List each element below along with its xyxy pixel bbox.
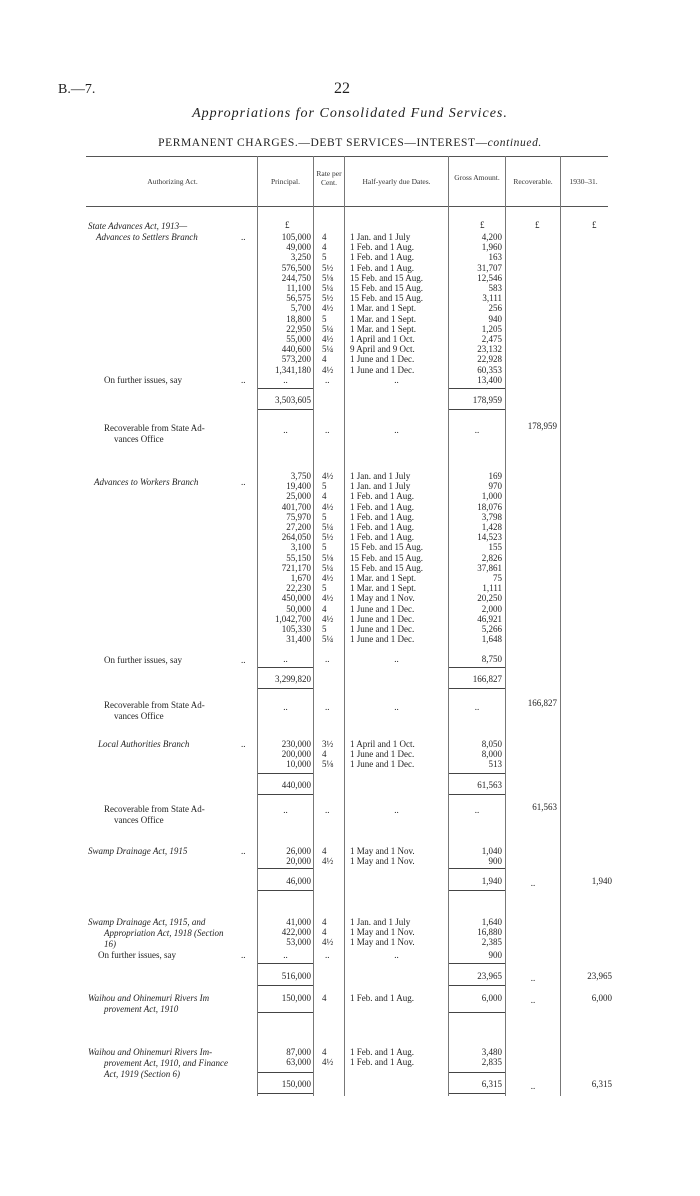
sum-rule bbox=[449, 890, 505, 891]
header-dates: Half-yearly due Dates. bbox=[362, 177, 431, 186]
due-dates: 15 Feb. and 15 Aug. bbox=[350, 272, 423, 283]
gross-value: 1,205 bbox=[481, 323, 502, 334]
due-dates: 1 May and 1 Nov. bbox=[350, 927, 415, 938]
sum-rule bbox=[449, 1012, 505, 1013]
rate-value: 4½ bbox=[322, 334, 334, 344]
principal-value: 22,950 bbox=[286, 323, 311, 334]
act-waihou-finance: provement Act, 1910, and Finance bbox=[104, 1058, 228, 1068]
due-dates: 1 Feb. and 1 Aug. bbox=[350, 491, 414, 502]
section-subtitle: PERMANENT CHARGES.—DEBT SERVICES—INTEREST—continued. bbox=[158, 137, 542, 149]
total-gross: 61,563 bbox=[477, 780, 502, 790]
filler-dots: .. bbox=[325, 950, 330, 960]
leader-dots: .. bbox=[241, 477, 246, 487]
further-issues-label: On further issues, say bbox=[104, 375, 182, 385]
gross-value: 970 bbox=[488, 481, 502, 492]
filler-dots: .. bbox=[283, 702, 288, 712]
due-dates: 1 April and 1 Oct. bbox=[350, 334, 415, 344]
due-dates: 1 Jan. and 1 July bbox=[350, 481, 411, 492]
act-waihou-finance: Waihou and Ohinemuri Rivers Im- bbox=[88, 1047, 213, 1057]
total-principal: 46,000 bbox=[286, 876, 311, 886]
total-principal: 3,299,820 bbox=[275, 674, 311, 684]
principal-value: 18,800 bbox=[286, 313, 311, 324]
filler-dots: .. bbox=[394, 654, 399, 664]
gross-value: 2,000 bbox=[481, 603, 502, 614]
rate-value: 4 bbox=[322, 1047, 327, 1057]
gross-value: 155 bbox=[488, 542, 502, 553]
sum-rule bbox=[449, 1072, 505, 1073]
sum-rule bbox=[449, 667, 505, 668]
leader-dots: .. bbox=[241, 655, 246, 665]
due-dates: 1 June and 1 Dec. bbox=[350, 603, 415, 614]
rate-value: 5⅛ bbox=[322, 552, 334, 563]
total-gross: 6,315 bbox=[481, 1079, 502, 1089]
sum-rule bbox=[258, 409, 313, 410]
gross-value: 22,928 bbox=[477, 354, 502, 365]
due-dates: 15 Feb. and 15 Aug. bbox=[350, 542, 423, 553]
sum-rule bbox=[258, 667, 313, 668]
gross-value: 16,880 bbox=[477, 927, 502, 938]
gross-value: 3,480 bbox=[481, 1047, 502, 1057]
principal-value: 422,000 bbox=[281, 927, 311, 938]
due-dates: 15 Feb. and 15 Aug. bbox=[350, 552, 423, 563]
due-dates: 1 Jan. and 1 July bbox=[350, 917, 411, 927]
act-waihou: Waihou and Ohinemuri Rivers Im bbox=[88, 993, 210, 1003]
sum-rule bbox=[449, 409, 505, 410]
leader-dots: .. bbox=[241, 739, 246, 749]
filler-dots: .. bbox=[283, 375, 288, 385]
gross-value: 1,640 bbox=[481, 917, 502, 927]
header-gross: Gross Amount. bbox=[454, 173, 500, 182]
sum-rule bbox=[258, 1072, 313, 1073]
filler-dots: .. bbox=[530, 995, 536, 1005]
sum-rule bbox=[258, 388, 313, 389]
rate-value: 4½ bbox=[322, 303, 334, 314]
principal-value: 1,341,180 bbox=[275, 364, 311, 375]
due-dates: 1 May and 1 Nov. bbox=[350, 593, 415, 604]
rate-value: 4 bbox=[322, 603, 327, 614]
principal-value: 11,100 bbox=[286, 283, 311, 293]
due-dates: 1 Mar. and 1 Sept. bbox=[350, 303, 416, 314]
gross-value: 1,960 bbox=[481, 242, 502, 253]
recoverable-label: Recoverable from State Ad- bbox=[104, 700, 205, 710]
further-gross: 8,750 bbox=[481, 654, 502, 664]
principal-value: 150,000 bbox=[281, 993, 311, 1003]
principal-value: 31,400 bbox=[286, 634, 311, 645]
act-waihou: provement Act, 1910 bbox=[104, 1004, 179, 1014]
year-amount: 23,965 bbox=[587, 971, 612, 981]
recoverable-amount: 178,959 bbox=[527, 421, 557, 431]
gross-value: 3,798 bbox=[481, 511, 502, 522]
table-header-rule bbox=[86, 206, 608, 207]
filler-dots: .. bbox=[530, 973, 536, 983]
principal-value: 53,000 bbox=[286, 937, 311, 948]
rate-value: 4 bbox=[322, 993, 327, 1003]
gross-value: 3,111 bbox=[482, 293, 502, 304]
filler-dots: .. bbox=[394, 375, 399, 385]
rate-value: 4½ bbox=[322, 613, 334, 624]
due-dates: 1 April and 1 Oct. bbox=[350, 739, 415, 749]
principal-value: 55,150 bbox=[286, 552, 311, 563]
gross-value: 1,111 bbox=[482, 583, 502, 594]
sum-rule bbox=[258, 794, 313, 795]
leader-dots: .. bbox=[241, 375, 246, 385]
act-settlers-branch: Advances to Settlers Branch bbox=[96, 232, 198, 242]
page-title: Appropriations for Consolidated Fund Services. bbox=[192, 106, 508, 121]
principal-value: 20,000 bbox=[286, 856, 311, 867]
gross-value: 1,000 bbox=[481, 491, 502, 502]
due-dates: 1 June and 1 Dec. bbox=[350, 364, 415, 375]
rate-value: 4½ bbox=[322, 573, 334, 583]
principal-value: 63,000 bbox=[286, 1057, 311, 1068]
gross-value: 169 bbox=[488, 471, 502, 481]
gross-value: 31,707 bbox=[477, 262, 502, 273]
sum-rule bbox=[258, 1012, 313, 1013]
rate-value: 4 bbox=[322, 917, 327, 927]
principal-value: 200,000 bbox=[281, 749, 311, 760]
col-divider-rate bbox=[313, 156, 314, 1096]
due-dates: 15 Feb. and 15 Aug. bbox=[350, 283, 423, 293]
due-dates: 1 Feb. and 1 Aug. bbox=[350, 501, 414, 512]
gross-value: 8,050 bbox=[481, 739, 502, 749]
principal-value: 3,250 bbox=[290, 252, 311, 263]
col-divider-recoverable bbox=[505, 156, 506, 1096]
rate-value: 4 bbox=[322, 491, 327, 502]
due-dates: 1 Jan. and 1 July bbox=[350, 471, 411, 481]
sum-rule bbox=[449, 388, 505, 389]
further-issues-label: On further issues, say bbox=[98, 950, 176, 960]
principal-value: 87,000 bbox=[286, 1047, 311, 1057]
principal-value: 440,600 bbox=[281, 344, 311, 355]
filler-dots: .. bbox=[394, 805, 399, 815]
principal-value: 3,750 bbox=[290, 471, 311, 481]
gross-value: 8,000 bbox=[481, 749, 502, 760]
currency-recoverable: £ bbox=[535, 220, 540, 230]
rate-value: 4½ bbox=[322, 1057, 334, 1068]
rate-value: 5½ bbox=[322, 532, 334, 543]
rate-value: 4 bbox=[322, 749, 327, 760]
rate-value: 4½ bbox=[322, 856, 334, 867]
due-dates: 15 Feb. and 15 Aug. bbox=[350, 562, 423, 573]
filler-dots: .. bbox=[474, 805, 480, 815]
principal-value: 5,700 bbox=[290, 303, 311, 314]
gross-value: 46,921 bbox=[477, 613, 502, 624]
filler-dots: .. bbox=[325, 375, 330, 385]
header-principal: Principal. bbox=[271, 177, 300, 186]
header-authorizing-act: Authorizing Act. bbox=[147, 177, 198, 186]
gross-value: 1,040 bbox=[481, 846, 502, 856]
rate-value: 5¼ bbox=[322, 283, 334, 293]
gross-value: 18,076 bbox=[477, 501, 502, 512]
principal-value: 50,000 bbox=[286, 603, 311, 614]
rate-value: 5 bbox=[322, 481, 327, 492]
act-local-authorities: Local Authorities Branch bbox=[98, 739, 190, 749]
principal-value: 49,000 bbox=[286, 242, 311, 253]
sum-rule bbox=[449, 985, 505, 986]
due-dates: 1 Feb. and 1 Aug. bbox=[350, 252, 414, 263]
year-amount: 6,315 bbox=[591, 1079, 612, 1089]
leader-dots: .. bbox=[241, 846, 246, 856]
due-dates: 1 Mar. and 1 Sept. bbox=[350, 583, 416, 594]
sum-rule bbox=[449, 963, 505, 964]
due-dates: 1 June and 1 Dec. bbox=[350, 749, 415, 760]
total-gross: 23,965 bbox=[477, 971, 502, 981]
rate-value: 4 bbox=[322, 242, 327, 253]
sum-rule bbox=[449, 688, 505, 689]
gross-value: 256 bbox=[488, 303, 502, 314]
principal-value: 41,000 bbox=[286, 917, 311, 927]
total-principal: 516,000 bbox=[281, 971, 311, 981]
due-dates: 1 Feb. and 1 Aug. bbox=[350, 522, 414, 532]
filler-dots: .. bbox=[394, 702, 399, 712]
principal-value: 401,700 bbox=[281, 501, 311, 512]
rate-value: 4½ bbox=[322, 501, 334, 512]
rate-value: 5½ bbox=[322, 293, 334, 304]
principal-value: 10,000 bbox=[286, 759, 311, 770]
filler-dots: .. bbox=[530, 1081, 536, 1091]
due-dates: 1 Feb. and 1 Aug. bbox=[350, 1047, 414, 1057]
rate-value: 5¼ bbox=[322, 562, 334, 573]
principal-value: 3,100 bbox=[290, 542, 311, 553]
leader-dots: .. bbox=[241, 232, 246, 242]
principal-value: 105,000 bbox=[281, 232, 311, 242]
recoverable-label: vances Office bbox=[114, 711, 164, 721]
rate-value: 4½ bbox=[322, 593, 334, 604]
gross-value: 4,200 bbox=[481, 232, 502, 242]
recoverable-label: Recoverable from State Ad- bbox=[104, 804, 205, 814]
currency-gross: £ bbox=[480, 220, 485, 230]
filler-dots: .. bbox=[530, 878, 536, 888]
principal-value: 573,200 bbox=[281, 354, 311, 365]
currency-principal: £ bbox=[285, 220, 290, 230]
sum-rule bbox=[258, 963, 313, 964]
rate-value: 5¼ bbox=[322, 344, 334, 355]
due-dates: 1 May and 1 Nov. bbox=[350, 937, 415, 948]
gross-value: 12,546 bbox=[477, 272, 502, 283]
filler-dots: .. bbox=[325, 425, 330, 435]
due-dates: 1 Feb. and 1 Aug. bbox=[350, 511, 414, 522]
further-gross: 13,400 bbox=[477, 375, 502, 385]
total-principal: 150,000 bbox=[281, 1079, 311, 1089]
recoverable-amount: 166,827 bbox=[527, 698, 557, 708]
gross-value: 2,385 bbox=[481, 937, 502, 948]
due-dates: 1 June and 1 Dec. bbox=[350, 354, 415, 365]
further-gross: 900 bbox=[488, 950, 502, 960]
gross-value: 20,250 bbox=[477, 593, 502, 604]
currency-year: £ bbox=[592, 220, 597, 230]
rate-value: 4½ bbox=[322, 937, 334, 948]
header-year: 1930–31. bbox=[569, 177, 598, 186]
principal-value: 264,050 bbox=[281, 532, 311, 543]
principal-value: 450,000 bbox=[281, 593, 311, 604]
rate-value: 5 bbox=[322, 542, 327, 553]
filler-dots: .. bbox=[394, 950, 399, 960]
sum-rule bbox=[258, 1093, 313, 1094]
principal-value: 22,230 bbox=[286, 583, 311, 594]
due-dates: 1 June and 1 Dec. bbox=[350, 613, 415, 624]
filler-dots: .. bbox=[283, 425, 288, 435]
act-swamp-appropriation: Appropriation Act, 1918 (Section bbox=[104, 928, 224, 938]
recoverable-label: Recoverable from State Ad- bbox=[104, 423, 205, 433]
rate-value: 4 bbox=[322, 232, 327, 242]
principal-value: 576,500 bbox=[281, 262, 311, 273]
gross-value: 513 bbox=[488, 759, 502, 770]
due-dates: 1 Mar. and 1 Sept. bbox=[350, 323, 416, 334]
filler-dots: .. bbox=[474, 425, 480, 435]
rate-value: 5½ bbox=[322, 262, 334, 273]
rate-value: 5 bbox=[322, 511, 327, 522]
year-amount: 6,000 bbox=[591, 993, 612, 1003]
rate-value: 5¼ bbox=[322, 634, 334, 645]
gross-value: 940 bbox=[488, 313, 502, 324]
sum-rule bbox=[449, 868, 505, 869]
gross-value: 23,132 bbox=[477, 344, 502, 355]
sum-rule bbox=[258, 985, 313, 986]
gross-value: 583 bbox=[488, 283, 502, 293]
principal-value: 1,670 bbox=[290, 573, 311, 583]
due-dates: 1 June and 1 Dec. bbox=[350, 624, 415, 634]
recoverable-amount: 61,563 bbox=[532, 802, 557, 812]
header-recoverable: Recoverable. bbox=[513, 177, 553, 186]
principal-value: 26,000 bbox=[286, 846, 311, 856]
filler-dots: .. bbox=[474, 702, 480, 712]
principal-value: 75,970 bbox=[286, 511, 311, 522]
act-workers-branch: Advances to Workers Branch bbox=[94, 477, 199, 487]
rate-value: 4 bbox=[322, 927, 327, 938]
filler-dots: .. bbox=[325, 654, 330, 664]
due-dates: 1 June and 1 Dec. bbox=[350, 759, 415, 770]
total-principal: 3,503,605 bbox=[275, 395, 311, 405]
rate-value: 5 bbox=[322, 252, 327, 263]
sum-rule bbox=[449, 1093, 505, 1094]
filler-dots: .. bbox=[325, 702, 330, 712]
rate-value: 5⅛ bbox=[322, 759, 334, 770]
act-state-advances: State Advances Act, 1913— bbox=[88, 221, 188, 231]
total-principal: 440,000 bbox=[281, 780, 311, 790]
year-amount: 1,940 bbox=[591, 876, 612, 886]
sum-rule bbox=[258, 890, 313, 891]
due-dates: 1 Mar. and 1 Sept. bbox=[350, 573, 416, 583]
header-rate: Rate per Cent. bbox=[316, 169, 342, 187]
gross-value: 1,648 bbox=[481, 634, 502, 645]
sum-rule bbox=[449, 773, 505, 774]
rate-value: 4½ bbox=[322, 364, 334, 375]
gross-value: 75 bbox=[493, 573, 502, 583]
principal-value: 105,330 bbox=[281, 624, 311, 634]
page-number: 22 bbox=[334, 80, 350, 97]
recoverable-label: vances Office bbox=[114, 815, 164, 825]
table-top-rule bbox=[86, 156, 608, 157]
due-dates: 1 June and 1 Dec. bbox=[350, 634, 415, 645]
recoverable-label: vances Office bbox=[114, 434, 164, 444]
principal-value: 1,042,700 bbox=[275, 613, 311, 624]
gross-value: 2,475 bbox=[481, 334, 502, 344]
gross-value: 14,523 bbox=[477, 532, 502, 543]
gross-value: 163 bbox=[488, 252, 502, 263]
act-waihou-finance: Act, 1919 (Section 6) bbox=[104, 1069, 180, 1079]
due-dates: 9 April and 9 Oct. bbox=[350, 344, 415, 355]
due-dates: 1 May and 1 Nov. bbox=[350, 856, 415, 867]
principal-value: 25,000 bbox=[286, 491, 311, 502]
filler-dots: .. bbox=[283, 805, 288, 815]
due-dates: 1 Feb. and 1 Aug. bbox=[350, 993, 414, 1003]
due-dates: 1 Jan. and 1 July bbox=[350, 232, 411, 242]
further-issues-label: On further issues, say bbox=[104, 655, 182, 665]
sum-rule bbox=[449, 794, 505, 795]
principal-value: 244,750 bbox=[281, 272, 311, 283]
gross-value: 900 bbox=[488, 856, 502, 867]
rate-value: 3½ bbox=[322, 739, 334, 749]
principal-value: 230,000 bbox=[281, 739, 311, 749]
due-dates: 15 Feb. and 15 Aug. bbox=[350, 293, 423, 304]
gross-value: 2,826 bbox=[481, 552, 502, 563]
col-divider-year bbox=[560, 156, 561, 1096]
rate-value: 5 bbox=[322, 313, 327, 324]
gross-value: 6,000 bbox=[481, 993, 502, 1003]
gross-value: 5,266 bbox=[481, 624, 502, 634]
filler-dots: .. bbox=[283, 654, 288, 664]
sum-rule bbox=[258, 868, 313, 869]
sum-rule bbox=[258, 688, 313, 689]
leader-dots: .. bbox=[241, 950, 246, 960]
due-dates: 1 Feb. and 1 Aug. bbox=[350, 1057, 414, 1068]
due-dates: 1 May and 1 Nov. bbox=[350, 846, 415, 856]
rate-value: 5⅛ bbox=[322, 272, 334, 283]
filler-dots: .. bbox=[394, 425, 399, 435]
rate-value: 4 bbox=[322, 846, 327, 856]
principal-value: 27,200 bbox=[286, 522, 311, 532]
total-gross: 166,827 bbox=[472, 674, 502, 684]
rate-value: 5 bbox=[322, 624, 327, 634]
act-swamp-appropriation: 16) bbox=[104, 939, 116, 949]
gross-value: 37,861 bbox=[477, 562, 502, 573]
filler-dots: .. bbox=[325, 805, 330, 815]
due-dates: 1 Feb. and 1 Aug. bbox=[350, 532, 414, 543]
total-gross: 1,940 bbox=[481, 876, 502, 886]
rate-value: 5 bbox=[322, 583, 327, 594]
rate-value: 5¼ bbox=[322, 522, 334, 532]
due-dates: 1 Feb. and 1 Aug. bbox=[350, 242, 414, 253]
rate-value: 4 bbox=[322, 354, 327, 365]
act-swamp-drainage: Swamp Drainage Act, 1915 bbox=[88, 846, 188, 856]
act-swamp-appropriation: Swamp Drainage Act, 1915, and bbox=[88, 917, 206, 927]
principal-value: 56,575 bbox=[286, 293, 311, 304]
principal-value: 19,400 bbox=[286, 481, 311, 492]
rate-value: 4½ bbox=[322, 471, 334, 481]
sum-rule bbox=[258, 773, 313, 774]
due-dates: 1 Mar. and 1 Sept. bbox=[350, 313, 416, 324]
total-gross: 178,959 bbox=[472, 395, 502, 405]
page-reference: B.—7. bbox=[58, 82, 96, 97]
principal-value: 721,170 bbox=[281, 562, 311, 573]
gross-value: 1,428 bbox=[481, 522, 502, 532]
rate-value: 5¼ bbox=[322, 323, 334, 334]
gross-value: 60,353 bbox=[477, 364, 502, 375]
principal-value: 55,000 bbox=[286, 334, 311, 344]
due-dates: 1 Feb. and 1 Aug. bbox=[350, 262, 414, 273]
gross-value: 2,835 bbox=[481, 1057, 502, 1068]
filler-dots: .. bbox=[283, 950, 288, 960]
